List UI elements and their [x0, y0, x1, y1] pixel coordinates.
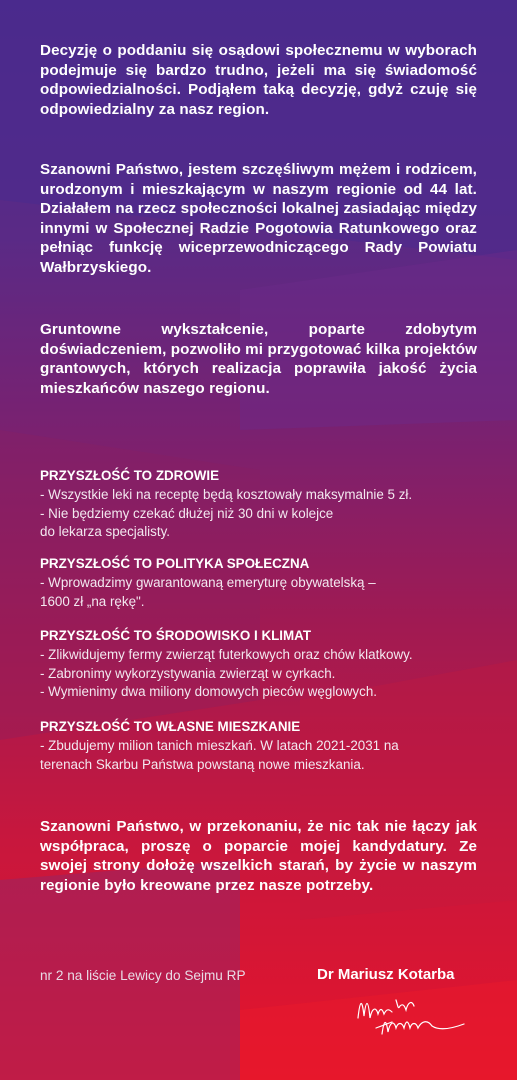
section-line: - Wszystkie leki na receptę będą kosztowały maksymalnie 5 zł. — [40, 487, 413, 502]
section-line: - Zabronimy wykorzystywania zwierząt w cyrkach. — [40, 665, 336, 681]
about-paragraph: Szanowni Państwo, jestem szczęśliwym mężem i rodzicem, urodzonym i mieszkającym w naszym regionie od 44 lat. Działałem na rzecz społeczności lokalnej zasiadając między innymi w Społecznej Radzie Pogotowia Ratunkowego oraz pełniąc funkcję wiceprzewodniczącego Rady Powiatu Wałbrzyskiego. — [40, 161, 477, 276]
candidate-name: Dr Mariusz Kotarba — [317, 966, 455, 983]
section-line: 1600 zł „na rękę". — [40, 593, 145, 609]
signature-image — [352, 990, 472, 1038]
section-housing — [40, 718, 480, 774]
section-line: - Wymienimy dwa miliony domowych pieców węglowych. — [40, 684, 377, 700]
section-heading: PRZYSZŁOŚĆ TO WŁASNE MIESZKANIE — [40, 719, 301, 734]
section-line: - Wprowadzimy gwarantowaną emeryturę obywatelską – — [40, 575, 376, 590]
section-environment — [40, 627, 480, 702]
section-heading: PRZYSZŁOŚĆ TO POLITYKA SPOŁECZNA — [40, 556, 310, 571]
closing-paragraph: Szanowni Państwo, w przekonaniu, że nic tak nie łączy jak współpraca, proszę o poparcie mojej kandydatury. Ze swojej strony dołożę wszelkich starań, by życie w naszym regionie było kreowane przez nasze potrzeby. — [40, 818, 477, 894]
intro-paragraph: Decyzję o poddaniu się osądowi społecznemu w wyborach podejmuje się bardzo trudno, jeżeli ma się świadomość odpowiedzialności. Podjąłem taką decyzję, gdyż czuję się odpowiedzialny za nasz region. — [40, 42, 477, 118]
section-line: - Zbudujemy milion tanich mieszkań. W latach 2021-2031 na — [40, 738, 399, 753]
section-line: - Nie będziemy czekać dłużej niż 30 dni w kolejce — [40, 505, 334, 521]
section-health — [40, 467, 480, 542]
section-line: do lekarza specjalisty. — [40, 524, 170, 540]
education-paragraph: Gruntowne wykształcenie, poparte zdobytym doświadczeniem, pozwoliło mi przygotować kilka projektów grantowych, których realizacja poprawiła jakość życia mieszkańców naszego regionu. — [40, 321, 477, 397]
section-line: - Zlikwidujemy fermy zwierząt futerkowych oraz chów klatkowy. — [40, 647, 413, 662]
section-social-policy — [40, 555, 480, 611]
section-heading: PRZYSZŁOŚĆ TO ŚRODOWISKO I KLIMAT — [40, 628, 312, 643]
section-heading: PRZYSZŁOŚĆ TO ZDROWIE — [40, 468, 220, 483]
list-position: nr 2 na liście Lewicy do Sejmu RP — [40, 968, 246, 983]
section-line: terenach Skarbu Państwa powstaną nowe mieszkania. — [40, 756, 365, 772]
